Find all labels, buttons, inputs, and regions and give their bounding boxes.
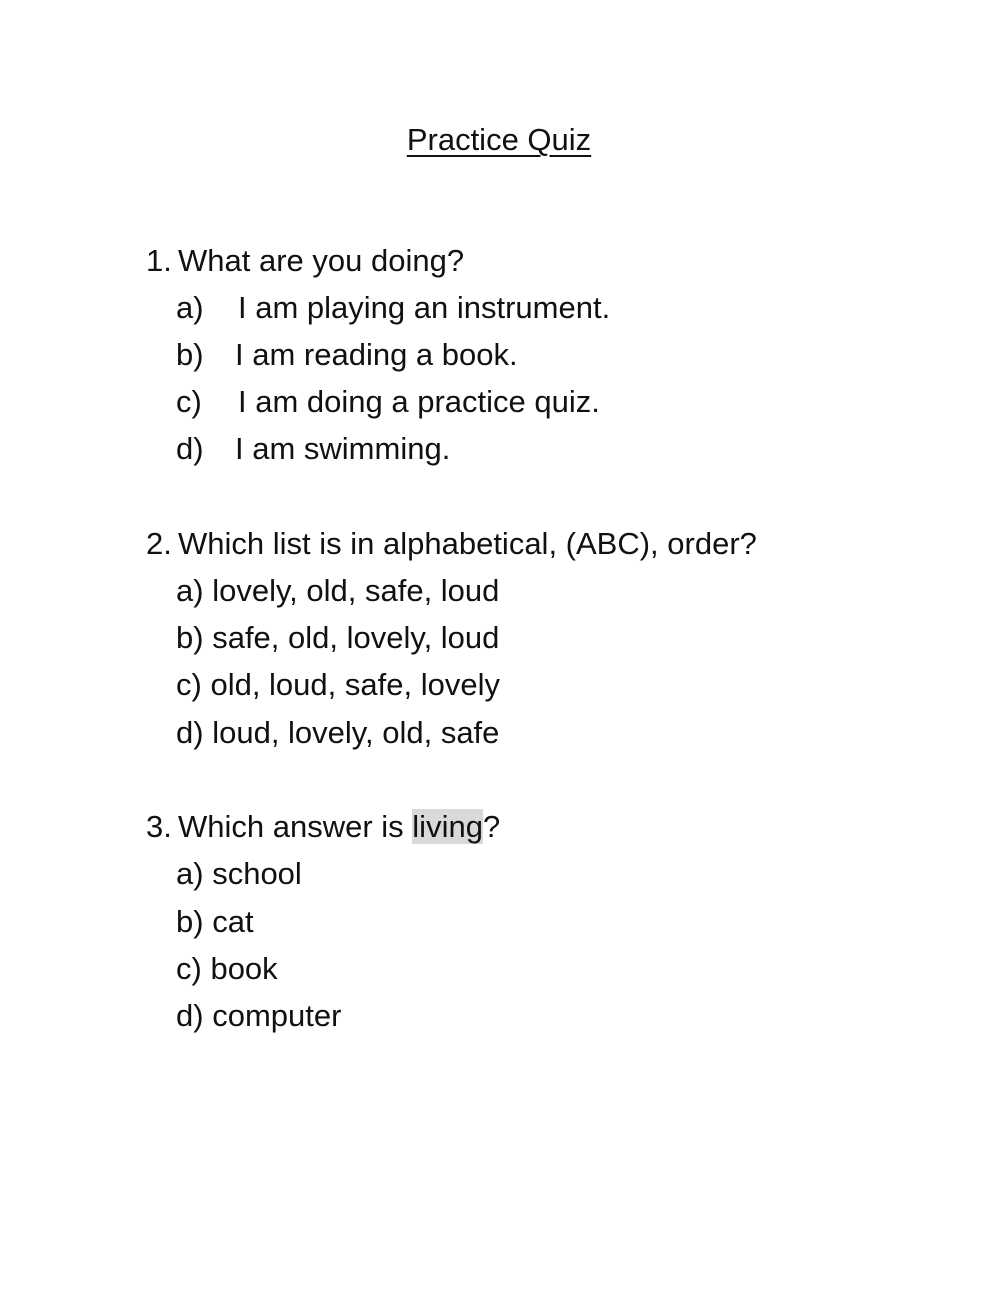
option-text: I am reading a book. [235,337,518,372]
question-number: 2. [146,526,172,561]
question-text: Which list is in alphabetical, (ABC), order? [178,526,757,561]
option-2a [176,569,499,613]
question-number: 1. [146,243,172,278]
option-letter: a) [176,573,204,608]
option-1d [176,427,450,471]
option-letter: d) [176,998,204,1033]
option-text: cat [212,904,254,939]
option-text: I am swimming. [235,431,451,466]
option-1c [176,380,600,424]
option-text: lovely, old, safe, loud [212,573,500,608]
option-letter: b) [176,337,204,372]
option-3a [176,852,302,896]
question-number: 3. [146,809,172,844]
option-text: book [210,951,278,986]
title-text: Practice Quiz [406,122,592,157]
option-1b [176,333,518,377]
question-2-prompt [146,522,757,566]
option-text: I am playing an instrument. [238,290,611,325]
option-letter: c) [176,667,202,702]
question-1-prompt [146,239,464,283]
option-2c [176,663,500,707]
option-3c [176,947,278,991]
option-text: computer [212,998,342,1033]
option-3b [176,900,254,944]
option-text: loud, lovely, old, safe [212,715,500,750]
option-letter: c) [176,951,202,986]
option-letter: d) [176,431,204,466]
question-text: Which answer is [178,809,413,844]
option-letter: d) [176,715,204,750]
page-title [0,118,998,162]
option-letter: a) [176,290,204,325]
option-letter: b) [176,620,204,655]
option-text: safe, old, lovely, loud [212,620,500,655]
option-letter: a) [176,856,204,891]
question-3-prompt [146,805,500,849]
highlighted-word: living [412,809,483,844]
option-1a [176,286,610,330]
option-text: I am doing a practice quiz. [238,384,600,419]
question-text: What are you doing? [178,243,465,278]
option-text: old, loud, safe, lovely [210,667,500,702]
option-text: school [212,856,302,891]
question-text-end: ? [482,809,501,844]
option-letter: b) [176,904,204,939]
option-3d [176,994,341,1038]
option-2b [176,616,499,660]
option-letter: c) [176,384,202,419]
option-2d [176,711,499,755]
